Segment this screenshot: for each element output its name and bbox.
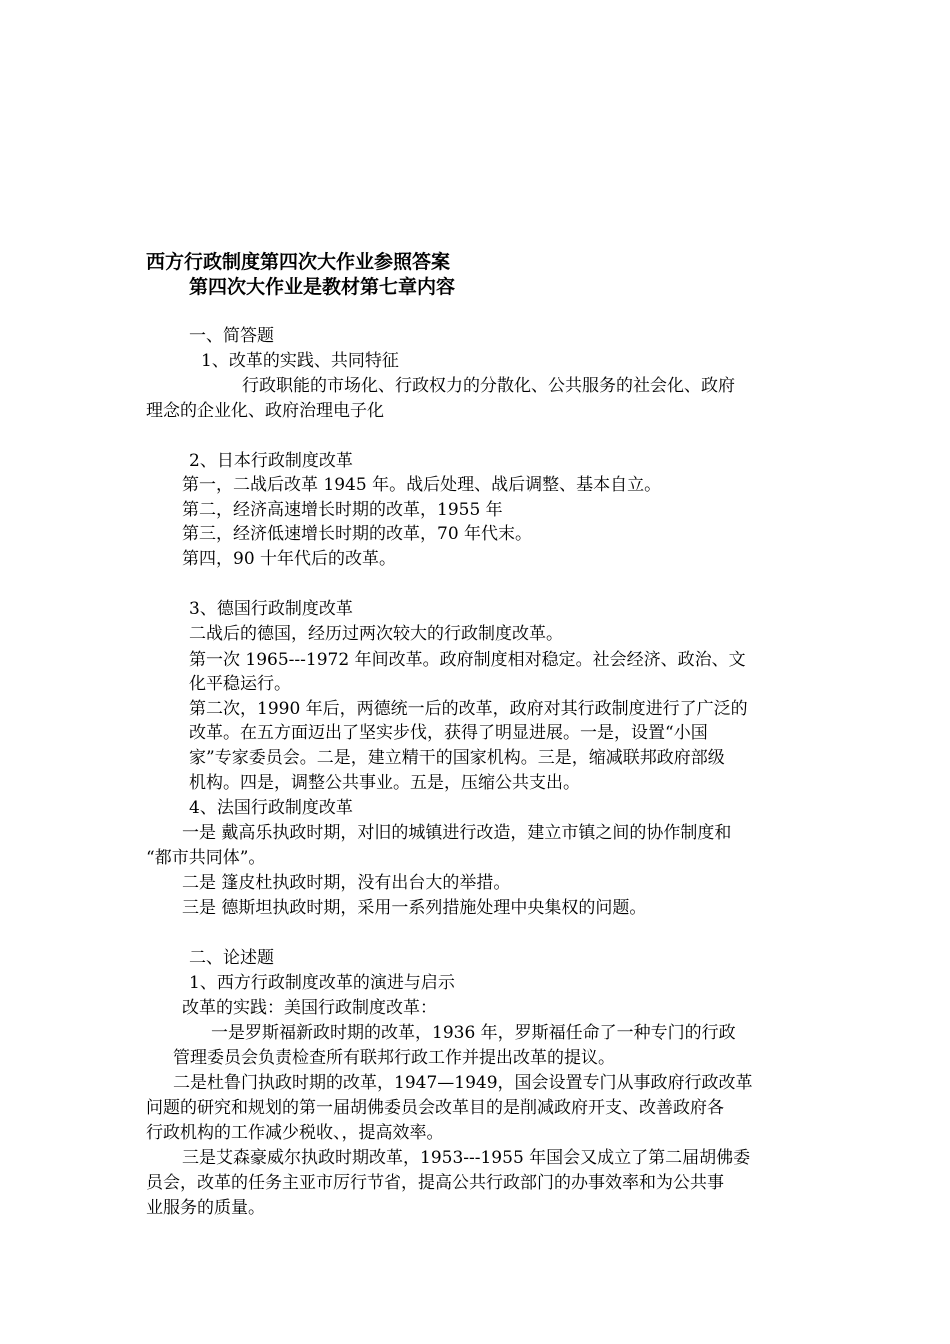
answer-line: 二是 篷皮杜执政时期，没有出台大的举措。 [182, 873, 511, 893]
question-heading: 2、日本行政制度改革 [189, 451, 353, 471]
answer-line: 家”专家委员会。二是，建立精干的国家机构。三是，缩减联邦政府部级 [189, 748, 725, 768]
answer-line: 化平稳运行。 [189, 674, 291, 694]
document-title: 西方行政制度第四次大作业参照答案 [146, 251, 451, 273]
section-heading-essay: 二、论述题 [189, 948, 274, 968]
list-item: 第二，经济高速增长时期的改革，1955 年 [182, 500, 503, 520]
answer-line: 员会，改革的任务主亚市厉行节省，提高公共行政部门的办事效率和为公共事 [146, 1173, 724, 1193]
question-heading: 1、改革的实践、共同特征 [201, 351, 399, 371]
answer-line: 改革。在五方面迈出了坚实步伐，获得了明显进展。一是，设置“小国 [189, 723, 708, 743]
answer-line: “都市共同体”。 [146, 848, 266, 868]
answer-line: 第二次，1990 年后，两德统一后的改革，政府对其行政制度进行了广泛的 [189, 699, 748, 719]
answer-line: 理念的企业化、政府治理电子化 [146, 401, 384, 421]
answer-line: 第一次 1965---1972 年间改革。政府制度相对稳定。社会经济、政治、文 [189, 650, 746, 670]
answer-line: 一是 戴高乐执政时期，对旧的城镇进行改造，建立市镇之间的协作制度和 [182, 823, 732, 843]
answer-line: 行政职能的市场化、行政权力的分散化、公共服务的社会化、政府 [242, 376, 735, 396]
answer-line: 三是艾森豪威尔执政时期改革，1953---1955 年国会又成立了第二届胡佛委 [182, 1148, 751, 1168]
answer-line: 行政机构的工作减少税收、，提高效率。 [146, 1123, 444, 1143]
answer-line: 二是杜鲁门执政时期的改革，1947—1949，国会设置专门从事政府行政改革 [173, 1073, 753, 1093]
answer-line: 二战后的德国，经历过两次较大的行政制度改革。 [189, 624, 563, 644]
answer-line: 管理委员会负责检查所有联邦行政工作并提出改革的提议。 [173, 1048, 615, 1068]
list-item: 第四，90 十年代后的改革。 [182, 549, 397, 569]
answer-line: 问题的研究和规划的第一届胡佛委员会改革目的是削减政府开支、改善政府各 [146, 1098, 724, 1118]
answer-line: 业服务的质量。 [146, 1198, 265, 1218]
answer-line: 机构。四是，调整公共事业。五是，压缩公共支出。 [189, 773, 580, 793]
question-heading: 3、德国行政制度改革 [189, 599, 353, 619]
list-item: 第一，二战后改革 1945 年。战后处理、战后调整、基本自立。 [182, 475, 662, 495]
answer-line: 一是罗斯福新政时期的改革，1936 年，罗斯福任命了一种专门的行政 [211, 1023, 736, 1043]
section-heading-short-answer: 一、简答题 [189, 326, 274, 346]
document-subtitle: 第四次大作业是教材第七章内容 [189, 276, 456, 298]
question-heading: 1、西方行政制度改革的演进与启示 [189, 973, 455, 993]
answer-line: 改革的实践：美国行政制度改革： [182, 998, 437, 1018]
list-item: 第三，经济低速增长时期的改革，70 年代末。 [182, 524, 533, 544]
answer-line: 三是 德斯坦执政时期，采用一系列措施处理中央集权的问题。 [182, 898, 647, 918]
question-heading: 4、法国行政制度改革 [189, 798, 353, 818]
